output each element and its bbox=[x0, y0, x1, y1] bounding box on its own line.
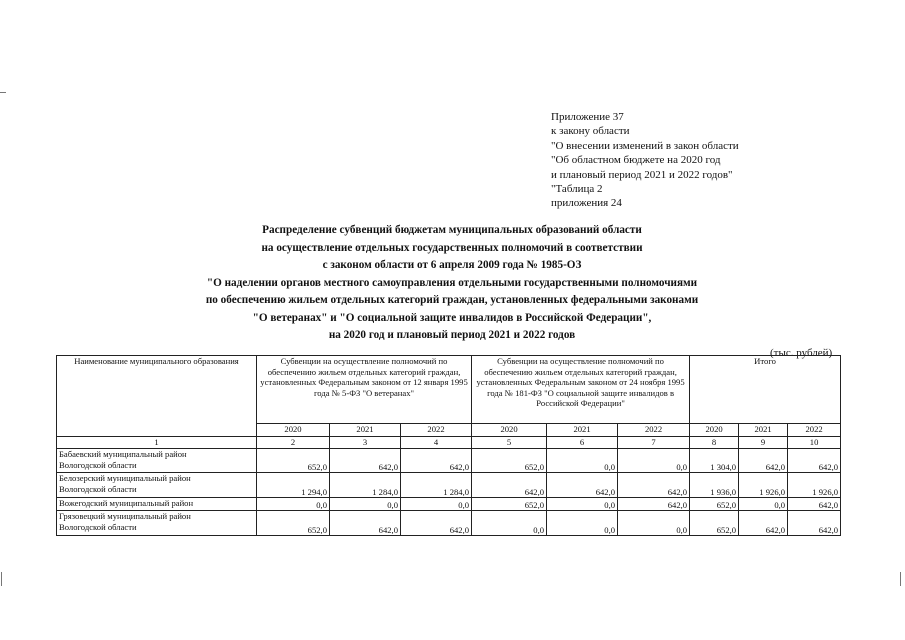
title-line: "О ветеранах" и "О социальной защите инвалидов в Российской Федерации", bbox=[252, 311, 652, 324]
value-cell: 652,0 bbox=[257, 511, 330, 536]
year-cell: 2020 bbox=[472, 424, 547, 437]
title-line: с законом области от 6 апреля 2009 года № 1985-ОЗ bbox=[322, 259, 582, 271]
header-group-total: Итого bbox=[690, 356, 841, 424]
year-cell: 2021 bbox=[330, 424, 401, 437]
table-row bbox=[57, 511, 841, 536]
table-row bbox=[57, 449, 841, 473]
column-number: 10 bbox=[788, 437, 841, 449]
column-number: 8 bbox=[690, 437, 739, 449]
value-cell: 1 304,0 bbox=[690, 449, 739, 473]
value-cell: 0,0 bbox=[330, 498, 401, 511]
year-cell: 2022 bbox=[618, 424, 690, 437]
title-line: на 2020 год и плановый период 2021 и 2022 годов bbox=[328, 329, 576, 341]
column-number: 4 bbox=[401, 437, 472, 449]
value-cell: 1 926,0 bbox=[788, 473, 841, 498]
appendix-line: приложения 24 bbox=[551, 197, 622, 210]
value-cell: 0,0 bbox=[618, 449, 690, 473]
value-cell: 1 284,0 bbox=[401, 473, 472, 498]
value-cell: 0,0 bbox=[547, 449, 618, 473]
year-cell: 2022 bbox=[788, 424, 841, 437]
value-cell: 642,0 bbox=[788, 449, 841, 473]
units-label: (тыс. рублей) bbox=[770, 347, 833, 359]
value-cell: 642,0 bbox=[547, 473, 618, 498]
year-cell: 2021 bbox=[739, 424, 788, 437]
row-name bbox=[57, 511, 257, 536]
scan-mark bbox=[0, 92, 6, 93]
column-number: 9 bbox=[739, 437, 788, 449]
value-cell: 0,0 bbox=[739, 498, 788, 511]
appendix-line: "Таблица 2 bbox=[551, 183, 603, 196]
value-cell: 642,0 bbox=[788, 498, 841, 511]
row-name-line: Вологодской области bbox=[59, 521, 137, 532]
title-line: "О наделении органов местного самоуправления отдельными государственными полномочиями bbox=[206, 276, 698, 289]
column-number: 2 bbox=[257, 437, 330, 449]
value-cell: 0,0 bbox=[547, 498, 618, 511]
table-colnum-row bbox=[57, 437, 841, 449]
year-cell: 2020 bbox=[257, 424, 330, 437]
document-title bbox=[150, 222, 754, 345]
value-cell: 1 294,0 bbox=[257, 473, 330, 498]
scan-mark bbox=[1, 572, 2, 586]
header-name: Наименование муниципального образования bbox=[57, 356, 257, 437]
year-cell: 2020 bbox=[690, 424, 739, 437]
column-number: 5 bbox=[472, 437, 547, 449]
value-cell: 642,0 bbox=[618, 473, 690, 498]
value-cell: 1 926,0 bbox=[739, 473, 788, 498]
value-cell: 642,0 bbox=[401, 511, 472, 536]
value-cell: 652,0 bbox=[690, 511, 739, 536]
table-row bbox=[57, 473, 841, 498]
appendix-line: к закону области bbox=[551, 125, 630, 138]
value-cell: 0,0 bbox=[547, 511, 618, 536]
value-cell: 642,0 bbox=[330, 511, 401, 536]
header-group-veterans: Субвенции на осуществление полномочий по обеспечению жильем отдельных категорий граждан, установленных Федеральным законом от 12 января 1995 года № 5-ФЗ "О ветеранах" bbox=[257, 356, 472, 424]
title-line: по обеспечению жильем отдельных категорий граждан, установленных федеральными законами bbox=[205, 294, 699, 306]
scan-mark bbox=[900, 572, 901, 586]
row-name bbox=[57, 498, 257, 511]
row-name bbox=[57, 449, 257, 473]
value-cell: 652,0 bbox=[472, 449, 547, 473]
column-number: 3 bbox=[330, 437, 401, 449]
value-cell: 0,0 bbox=[472, 511, 547, 536]
row-name bbox=[57, 473, 257, 498]
subventions-table bbox=[56, 355, 841, 536]
year-cell: 2022 bbox=[401, 424, 472, 437]
value-cell: 0,0 bbox=[401, 498, 472, 511]
appendix-line: Приложение 37 bbox=[551, 111, 624, 123]
value-cell: 1 936,0 bbox=[690, 473, 739, 498]
value-cell: 642,0 bbox=[401, 449, 472, 473]
appendix-line: "Об областном бюджете на 2020 год bbox=[551, 154, 721, 167]
value-cell: 642,0 bbox=[330, 449, 401, 473]
value-cell: 642,0 bbox=[788, 511, 841, 536]
row-name-line: Вожегодский муниципальный район bbox=[59, 498, 194, 508]
row-name-line: Грязовецкий муниципальный район bbox=[59, 511, 191, 521]
appendix-line: "О внесении изменений в закон области bbox=[551, 139, 739, 152]
table-header-row bbox=[57, 356, 841, 424]
value-cell: 652,0 bbox=[690, 498, 739, 511]
year-cell: 2021 bbox=[547, 424, 618, 437]
row-name-line: Бабаевский муниципальный район bbox=[59, 449, 187, 459]
column-number: 1 bbox=[57, 437, 257, 449]
appendix-header bbox=[551, 110, 739, 211]
column-number: 6 bbox=[547, 437, 618, 449]
row-name-line: Белозерский муниципальный район bbox=[59, 473, 191, 483]
value-cell: 1 284,0 bbox=[330, 473, 401, 498]
appendix-line: и плановый период 2021 и 2022 годов" bbox=[551, 168, 733, 181]
row-name-line: Вологодской области bbox=[59, 459, 137, 470]
value-cell: 642,0 bbox=[472, 473, 547, 498]
value-cell: 652,0 bbox=[472, 498, 547, 511]
value-cell: 642,0 bbox=[618, 498, 690, 511]
title-line: Распределение субвенций бюджетам муниципальных образований области bbox=[262, 224, 642, 236]
value-cell: 652,0 bbox=[257, 449, 330, 473]
value-cell: 0,0 bbox=[257, 498, 330, 511]
title-line: на осуществление отдельных государственных полномочий в соответствии bbox=[261, 241, 643, 254]
value-cell: 0,0 bbox=[618, 511, 690, 536]
table-row bbox=[57, 498, 841, 511]
value-cell: 642,0 bbox=[739, 449, 788, 473]
row-name-line: Вологодской области bbox=[59, 483, 137, 494]
value-cell: 642,0 bbox=[739, 511, 788, 536]
header-group-disabled: Субвенции на осуществление полномочий по обеспечению жильем отдельных категорий граждан, установленных Федеральным законом от 24 ноября 1995 года № 181-ФЗ "О социальной защите инвалидов в Российской Федерации" bbox=[472, 356, 690, 424]
column-number: 7 bbox=[618, 437, 690, 449]
